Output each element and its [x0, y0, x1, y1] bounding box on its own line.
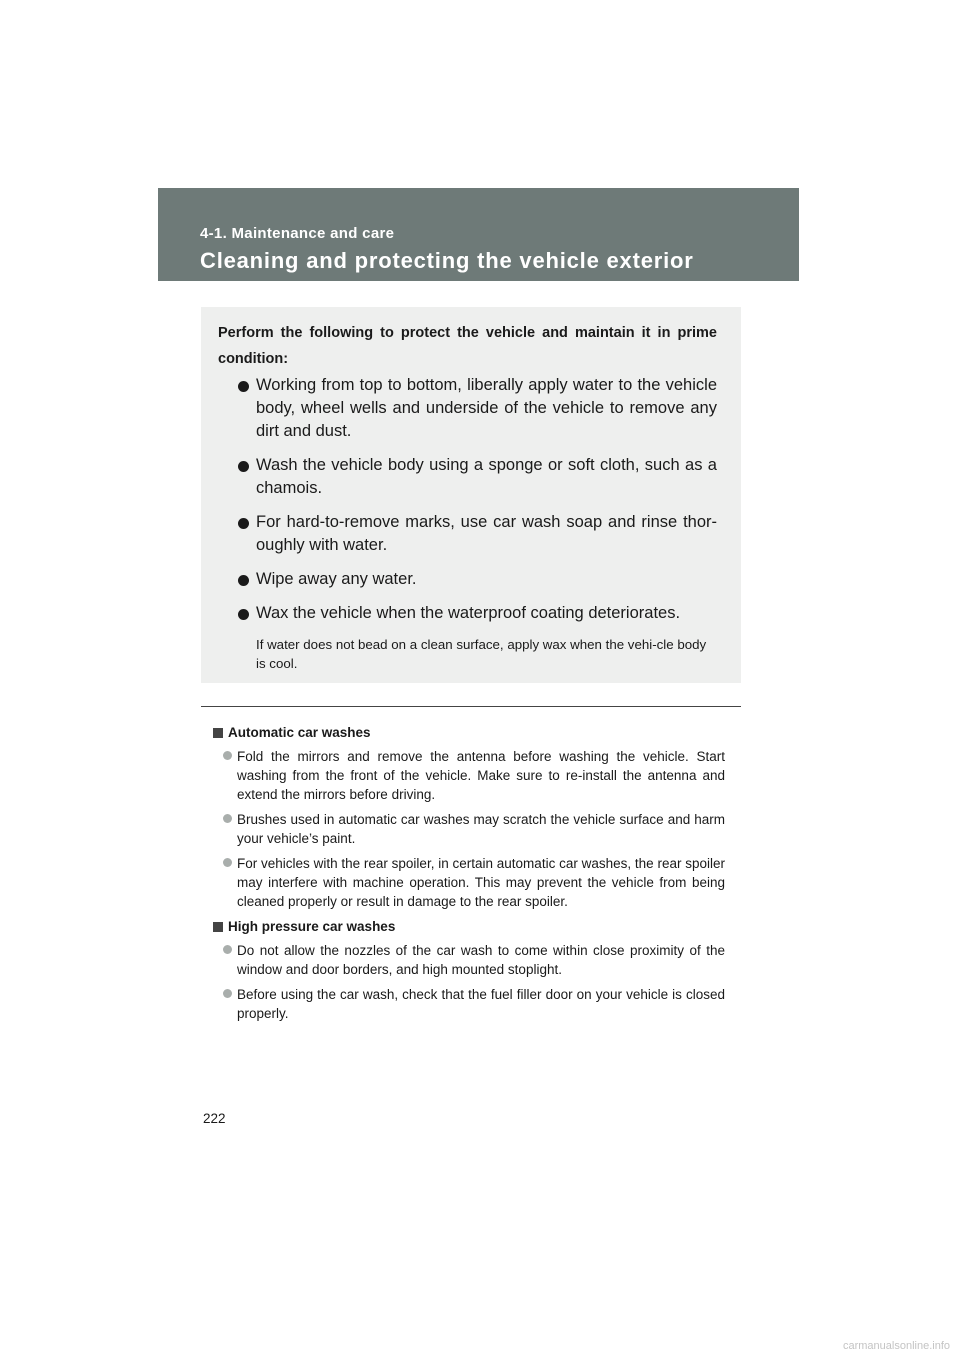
note-heading-high-pressure	[213, 917, 725, 937]
note-text: For vehicles with the rear spoiler, in certain automatic car washes, the rear spoiler may interfere with machine operation. This may prevent the vehicle from being cleaned properly or result in damage to the rear spoiler.	[237, 856, 725, 909]
note-text: Do not allow the nozzles of the car wash to come within close proximity of the window and door borders, and high mounted stoplight.	[237, 943, 725, 977]
intro-lead: Perform the following to protect the vehicle and maintain it in prime condition:	[218, 325, 717, 367]
note-text: Fold the mirrors and remove the antenna before washing the vehicle. Start washing from the front of the vehicle. Make sure to re-install the antenna and extend the mirrors before driving.	[237, 749, 725, 802]
page-title: Cleaning and protecting the vehicle exterior	[200, 248, 694, 273]
section-label: 4-1. Maintenance and care	[200, 225, 395, 242]
step-text: Working from top to bottom, liberally apply water to the vehicle body, wheel wells and underside of the vehicle to remove any dirt and dust.	[256, 376, 717, 440]
step-text: Wash the vehicle body using a sponge or soft cloth, such as a chamois.	[256, 456, 717, 497]
bullet-icon	[223, 751, 232, 760]
notes-section	[213, 723, 725, 1029]
note-heading-automatic	[213, 723, 725, 743]
square-bullet-icon	[213, 922, 223, 932]
bullet-icon	[223, 814, 232, 823]
note-item	[213, 941, 725, 979]
step-text: Wax the vehicle when the waterproof coating deteriorates.	[256, 604, 681, 622]
step-item	[218, 568, 717, 591]
bullet-icon	[238, 575, 249, 586]
bullet-icon	[238, 461, 249, 472]
note-item	[213, 854, 725, 911]
step-text: For hard-to-remove marks, use car wash soap and rinse thor-oughly with water.	[256, 513, 717, 554]
bullet-icon	[238, 381, 249, 392]
wax-note: If water does not bead on a clean surface, apply wax when the vehi-cle body is cool.	[256, 637, 707, 671]
page-number: 222	[203, 1111, 226, 1126]
bullet-icon	[238, 518, 249, 529]
square-bullet-icon	[213, 728, 223, 738]
divider	[201, 706, 741, 707]
note-item	[213, 810, 725, 848]
intro-box	[201, 307, 741, 683]
note-item	[213, 985, 725, 1023]
bullet-icon	[223, 945, 232, 954]
step-item	[218, 602, 717, 625]
note-item	[213, 747, 725, 804]
bullet-icon	[223, 858, 232, 867]
note-text: Before using the car wash, check that the fuel filler door on your vehicle is closed properly.	[237, 987, 725, 1021]
section-header-band	[158, 188, 799, 281]
step-item	[218, 454, 717, 500]
note-heading-text: High pressure car washes	[228, 919, 396, 934]
watermark: carmanualsonline.info	[842, 1340, 950, 1352]
bullet-icon	[223, 989, 232, 998]
note-heading-text: Automatic car washes	[228, 725, 371, 740]
step-item	[218, 374, 717, 443]
step-item	[218, 511, 717, 557]
step-text: Wipe away any water.	[256, 570, 417, 588]
bullet-icon	[238, 609, 249, 620]
note-text: Brushes used in automatic car washes may scratch the vehicle surface and harm your vehicle’s paint.	[237, 812, 725, 846]
